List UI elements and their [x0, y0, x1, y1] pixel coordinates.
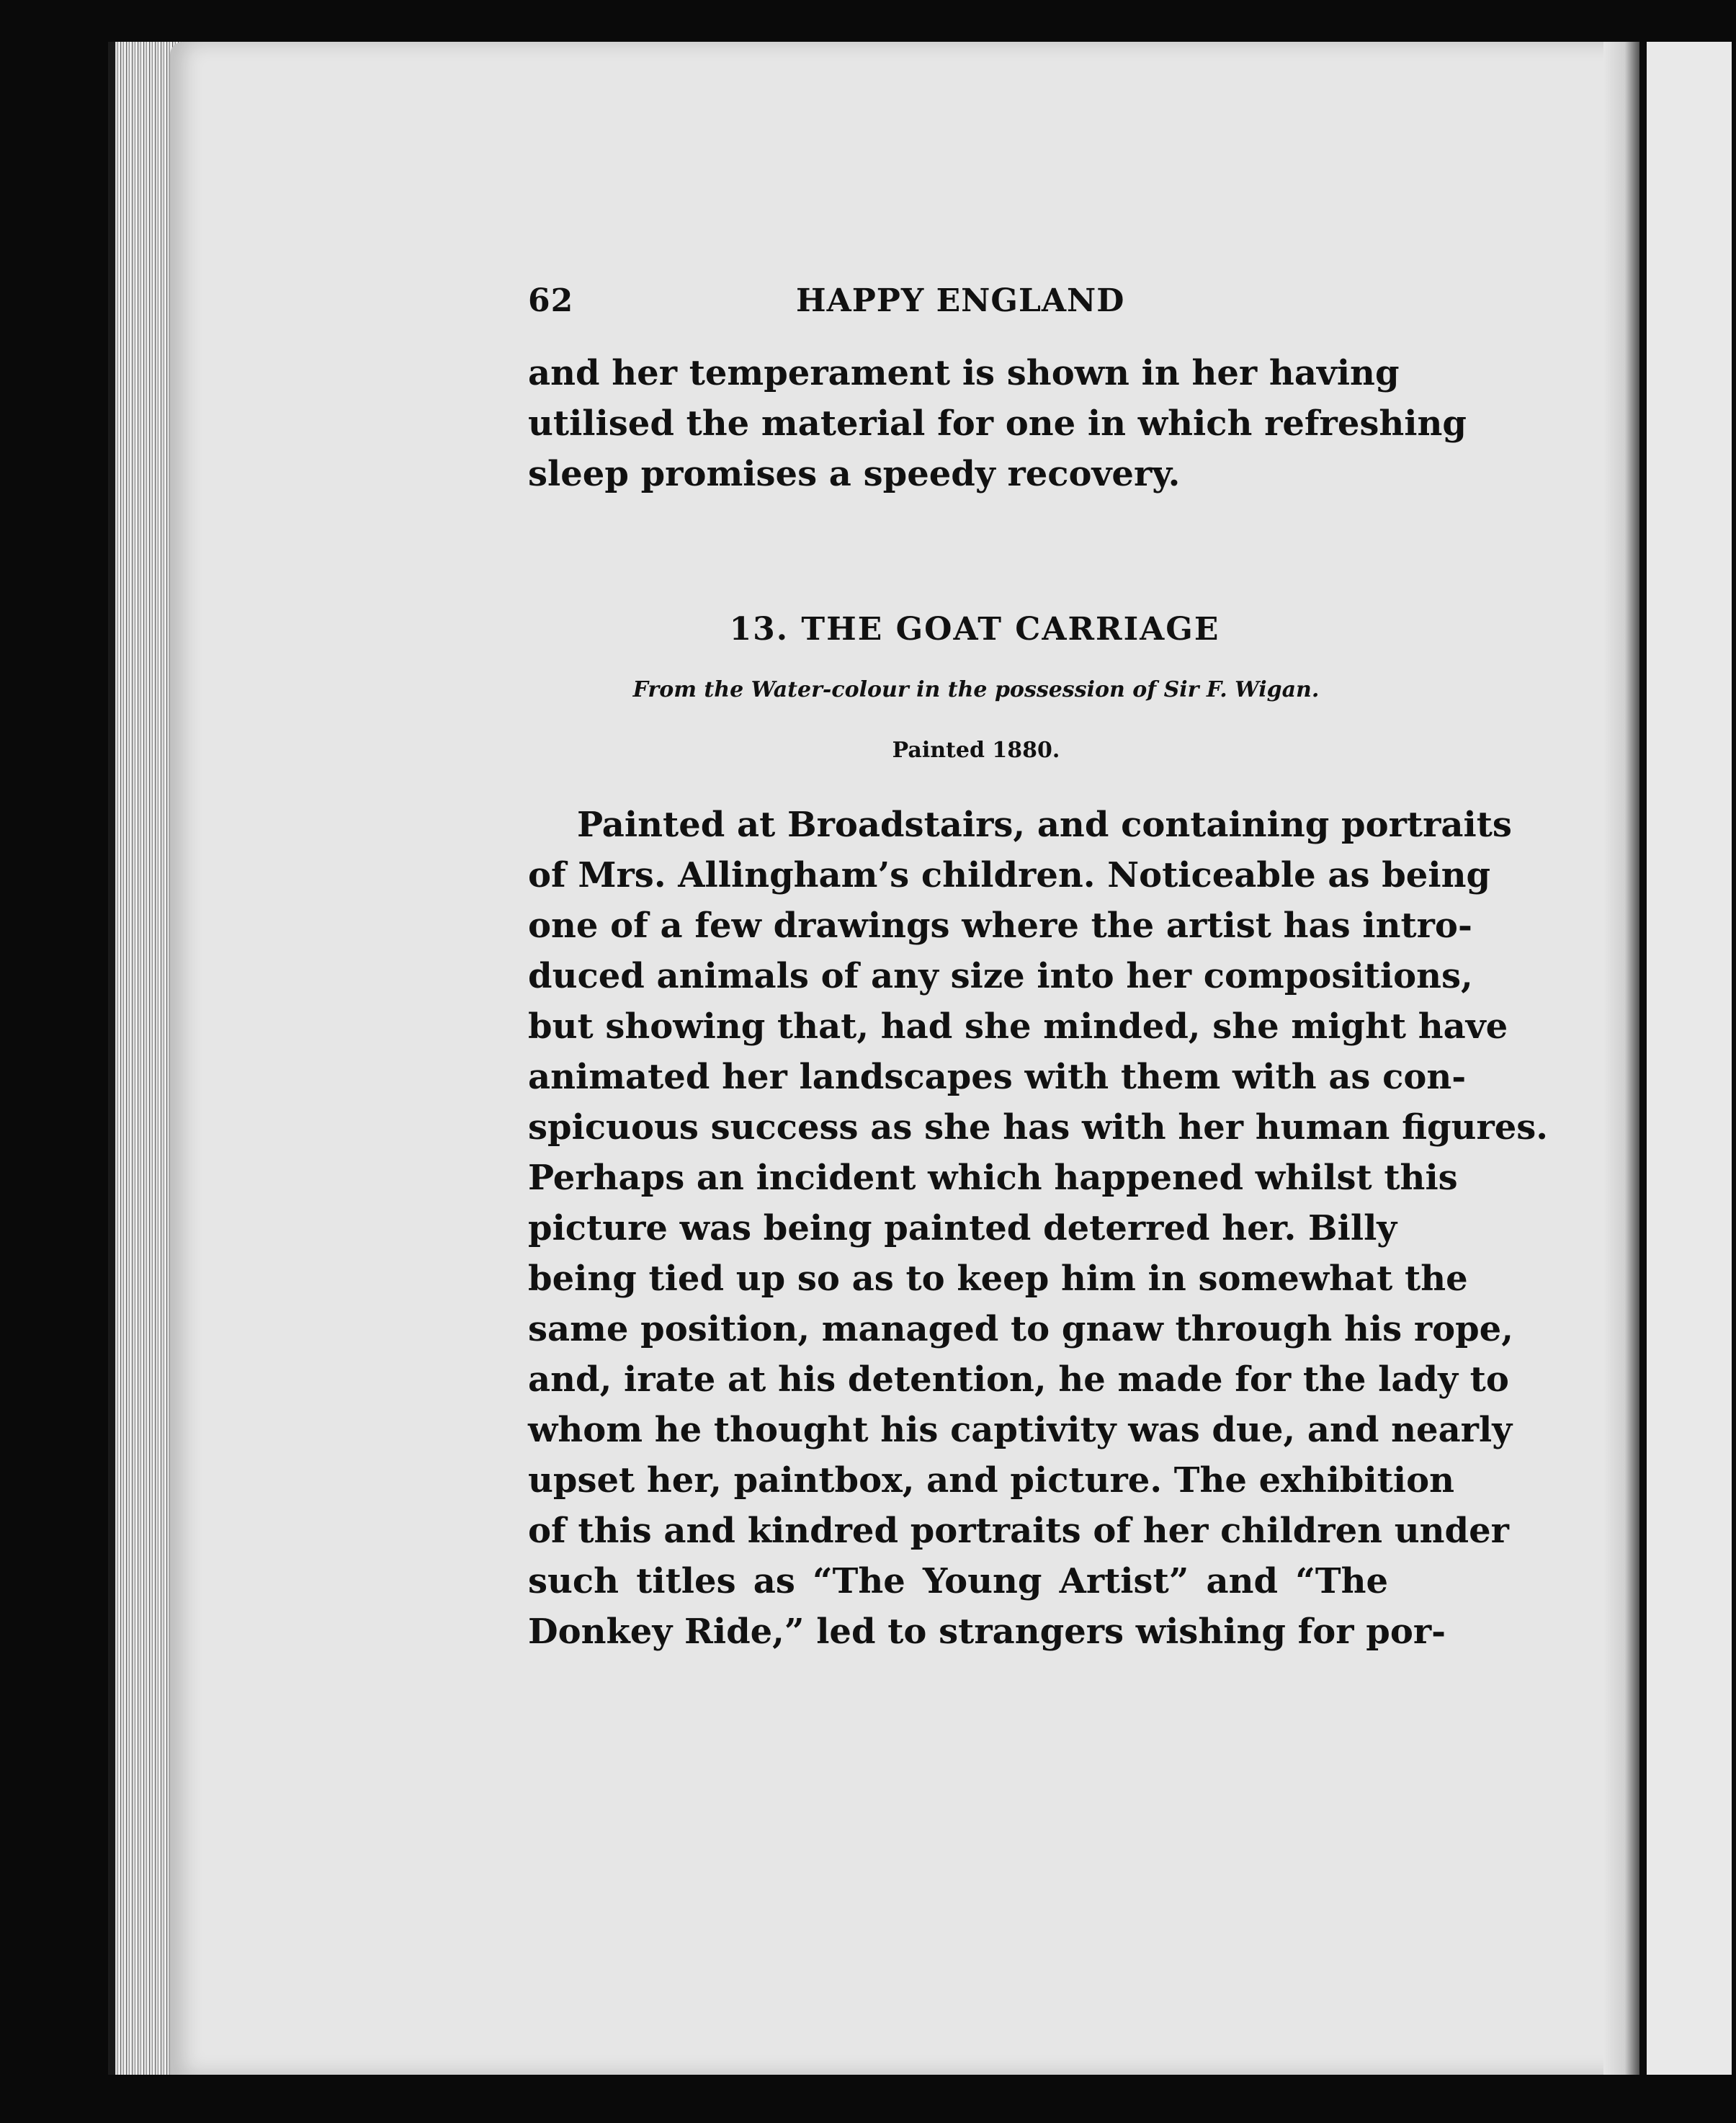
paragraph-line: animated her landscapes with them with as con- — [528, 1057, 1467, 1097]
paragraph-line: of this and kindred portraits of her children under — [528, 1511, 1509, 1551]
paragraph-line: being tied up so as to keep him in somewhat the — [528, 1259, 1468, 1299]
running-head-title: HAPPY ENGLAND — [796, 282, 1125, 319]
scan-border-right — [1732, 42, 1736, 2075]
paragraph-goat-carriage — [528, 800, 1548, 1657]
paragraph-line: utilised the material for one in which refreshing — [528, 403, 1467, 444]
facing-page-edge — [1647, 42, 1736, 2075]
paragraph-line: such titles as “The Young Artist” and “The — [528, 1561, 1388, 1601]
paragraph-line: one of a few drawings where the artist has intro- — [528, 906, 1472, 946]
paragraph-line: same position, managed to gnaw through his rope, — [528, 1309, 1513, 1349]
paragraph-line: sleep promises a speedy recovery. — [528, 454, 1181, 494]
paragraph-line: whom he thought his captivity was due, and nearly — [528, 1410, 1513, 1450]
paragraph-line: upset her, paintbox, and picture. The exhibition — [528, 1460, 1455, 1501]
provenance-caption: From the Water-colour in the possession of Sir F. Wigan. — [632, 677, 1320, 702]
paragraph-line: of Mrs. Allingham’s children. Noticeable as being — [528, 855, 1491, 895]
paragraph-line: and, irate at his detention, he made for the lady to — [528, 1359, 1509, 1400]
paragraph-line: spicuous success as she has with her human figures. — [528, 1107, 1548, 1148]
paragraph-line: and her temperament is shown in her having — [528, 353, 1400, 393]
page-gutter — [1603, 42, 1642, 2075]
page-number: 62 — [528, 282, 574, 319]
paragraph-line: Donkey Ride,” led to strangers wishing for por- — [528, 1612, 1446, 1652]
section-heading: 13. THE GOAT CARRIAGE — [729, 611, 1220, 648]
paragraph-line: duced animals of any size into her compositions, — [528, 956, 1473, 996]
paragraph-line: Perhaps an incident which happened whilst this — [528, 1158, 1458, 1198]
paragraph-continued — [528, 348, 1467, 499]
paragraph-line: picture was being painted deterred her. Billy — [528, 1208, 1397, 1248]
book-spine — [1639, 42, 1647, 2075]
paragraph-line: but showing that, had she minded, she might have — [528, 1006, 1508, 1047]
painted-date: Painted 1880. — [892, 738, 1060, 763]
paragraph-line: Painted at Broadstairs, and containing portraits — [577, 805, 1512, 845]
running-head — [528, 282, 1388, 323]
